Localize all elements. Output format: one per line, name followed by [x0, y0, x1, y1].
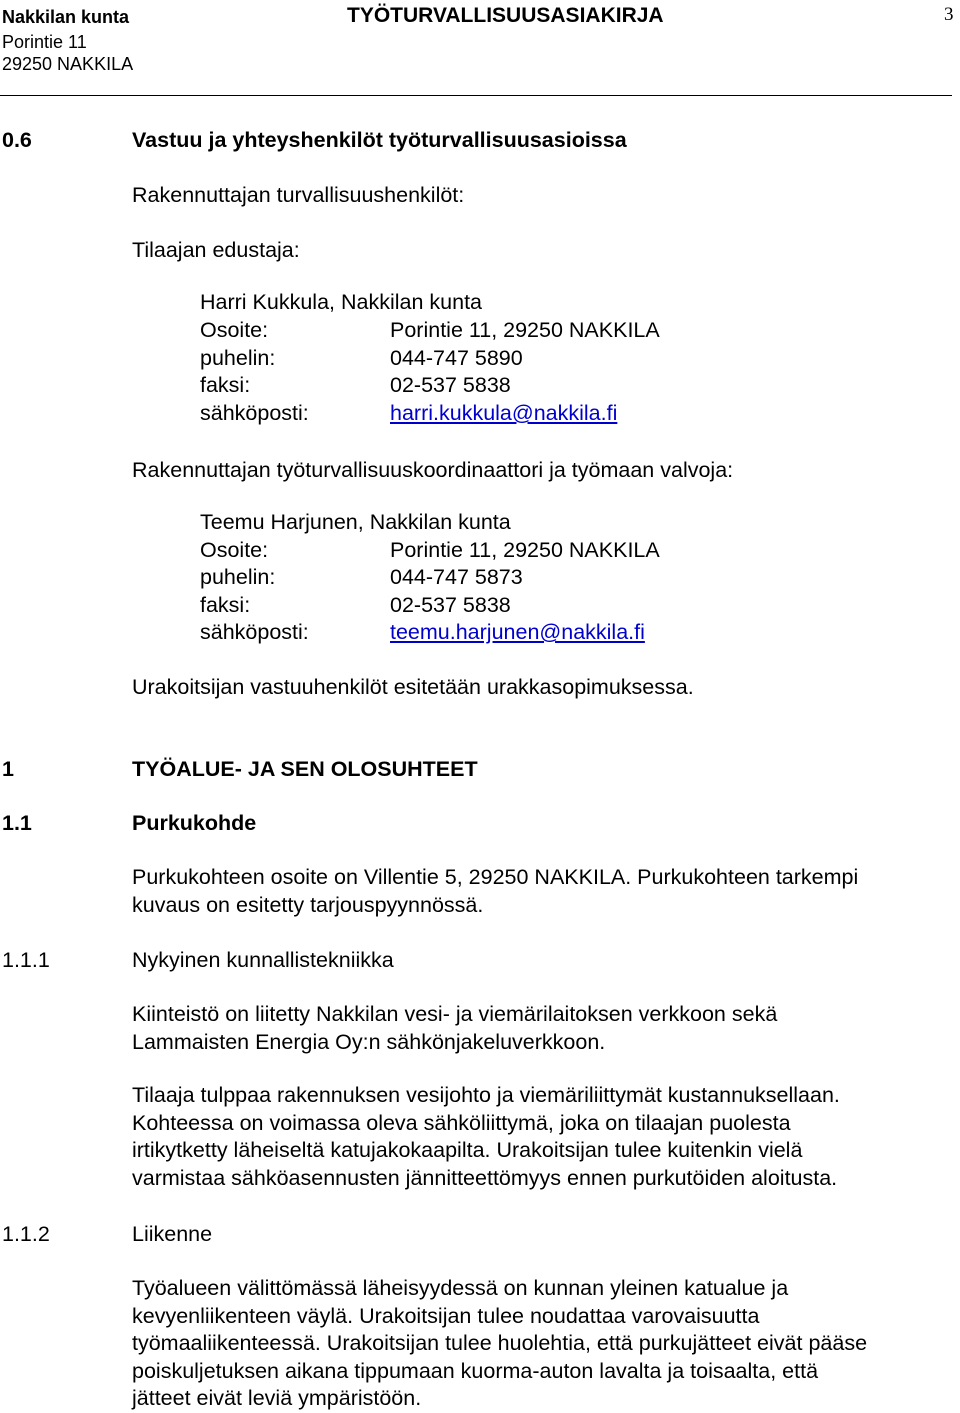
- section-number-1-1: 1.1: [2, 811, 32, 835]
- paragraph-line: kuvaus on esitetty tarjouspyynnössä.: [132, 892, 484, 917]
- paragraph-utility-connections: [132, 1001, 932, 1056]
- header-postal: 29250 NAKKILA: [2, 54, 134, 74]
- fax-label: faksi:: [200, 373, 251, 397]
- section-number-1: 1: [2, 757, 14, 781]
- email-link[interactable]: teemu.harjunen@nakkila.fi: [390, 620, 645, 644]
- header-organization: Nakkilan kunta: [2, 7, 130, 27]
- paragraph-line: jätteet eivät leviä ympäristöön.: [132, 1386, 422, 1410]
- contact-name: Harri Kukkula, Nakkilan kunta: [200, 290, 483, 314]
- paragraph-demolition-site: [132, 864, 932, 919]
- paragraph-line: Työalueen välittömässä läheisyydessä on kunnan yleinen katualue ja: [132, 1276, 789, 1300]
- email-link[interactable]: harri.kukkula@nakkila.fi: [390, 401, 618, 425]
- address-value: Porintie 11, 29250 NAKKILA: [390, 538, 660, 562]
- paragraph-utility-disconnection: [132, 1082, 932, 1192]
- document-title: TYÖTURVALLISUUSASIAKIRJA: [347, 4, 664, 27]
- address-label: Osoite:: [200, 318, 269, 342]
- phone-value: 044-747 5890: [390, 346, 523, 370]
- paragraph-line: varmistaa sähköasennusten jännitteettömyys ennen purkutöiden aloitusta.: [132, 1165, 838, 1190]
- section-number-1-1-1: 1.1.1: [2, 948, 50, 972]
- phone-label: puhelin:: [200, 346, 276, 370]
- fax-label: faksi:: [200, 593, 251, 617]
- header-divider: [0, 95, 952, 96]
- contractor-note: Urakoitsijan vastuuhenkilöt esitetään urakkasopimuksessa.: [132, 675, 694, 699]
- fax-value: 02-537 5838: [390, 593, 511, 617]
- client-rep-label: Tilaajan edustaja:: [132, 238, 300, 262]
- header-street: Porintie 11: [2, 32, 87, 52]
- paragraph-line: Kiinteistö on liitetty Nakkilan vesi- ja viemärilaitoksen verkkoon sekä: [132, 1002, 778, 1026]
- builder-safety-persons-label: Rakennuttajan turvallisuushenkilöt:: [132, 183, 465, 207]
- paragraph-traffic: [132, 1275, 932, 1413]
- email-label: sähköposti:: [200, 401, 309, 425]
- paragraph-line: kevyenliikenteen väylä. Urakoitsijan tulee noudattaa varovaisuutta: [132, 1303, 760, 1328]
- paragraph-line: työmaaliikenteessä. Urakoitsijan tulee huolehtia, että purkujätteet eivät pääse: [132, 1331, 868, 1355]
- section-title-1-1-2: Liikenne: [132, 1222, 213, 1246]
- fax-value: 02-537 5838: [390, 373, 511, 397]
- paragraph-line: irtikytketty läheiseltä katujakokaapilta. Urakoitsijan tulee kuitenkin vielä: [132, 1138, 803, 1162]
- paragraph-line: Tilaaja tulppaa rakennuksen vesijohto ja viemäriliittymät kustannuksellaan.: [132, 1083, 840, 1107]
- email-label: sähköposti:: [200, 620, 309, 644]
- paragraph-line: Purkukohteen osoite on Villentie 5, 29250 NAKKILA. Purkukohteen tarkempi: [132, 865, 859, 889]
- contact-name: Teemu Harjunen, Nakkilan kunta: [200, 510, 511, 534]
- section-title-0-6: Vastuu ja yhteyshenkilöt työturvallisuusasioissa: [132, 128, 627, 152]
- paragraph-line: Kohteessa on voimassa oleva sähköliittymä, joka on tilaajan puolesta: [132, 1110, 791, 1135]
- address-value: Porintie 11, 29250 NAKKILA: [390, 318, 660, 342]
- phone-label: puhelin:: [200, 565, 276, 589]
- section-number-1-1-2: 1.1.2: [2, 1222, 50, 1246]
- page-number: 3: [944, 4, 954, 25]
- phone-value: 044-747 5873: [390, 565, 523, 589]
- section-title-1-1-1: Nykyinen kunnallistekniikka: [132, 948, 394, 972]
- paragraph-line: Lammaisten Energia Oy:n sähkönjakeluverkkoon.: [132, 1029, 606, 1054]
- paragraph-line: poiskuljetuksen aikana tippumaan kuorma-auton lavalta ja toisaalta, että: [132, 1358, 819, 1383]
- address-label: Osoite:: [200, 538, 269, 562]
- section-title-1: TYÖALUE- JA SEN OLOSUHTEET: [132, 757, 478, 781]
- coordinator-label: Rakennuttajan työturvallisuuskoordinaattori ja työmaan valvoja:: [132, 458, 734, 482]
- section-number-0-6: 0.6: [2, 128, 32, 152]
- section-title-1-1: Purkukohde: [132, 811, 257, 835]
